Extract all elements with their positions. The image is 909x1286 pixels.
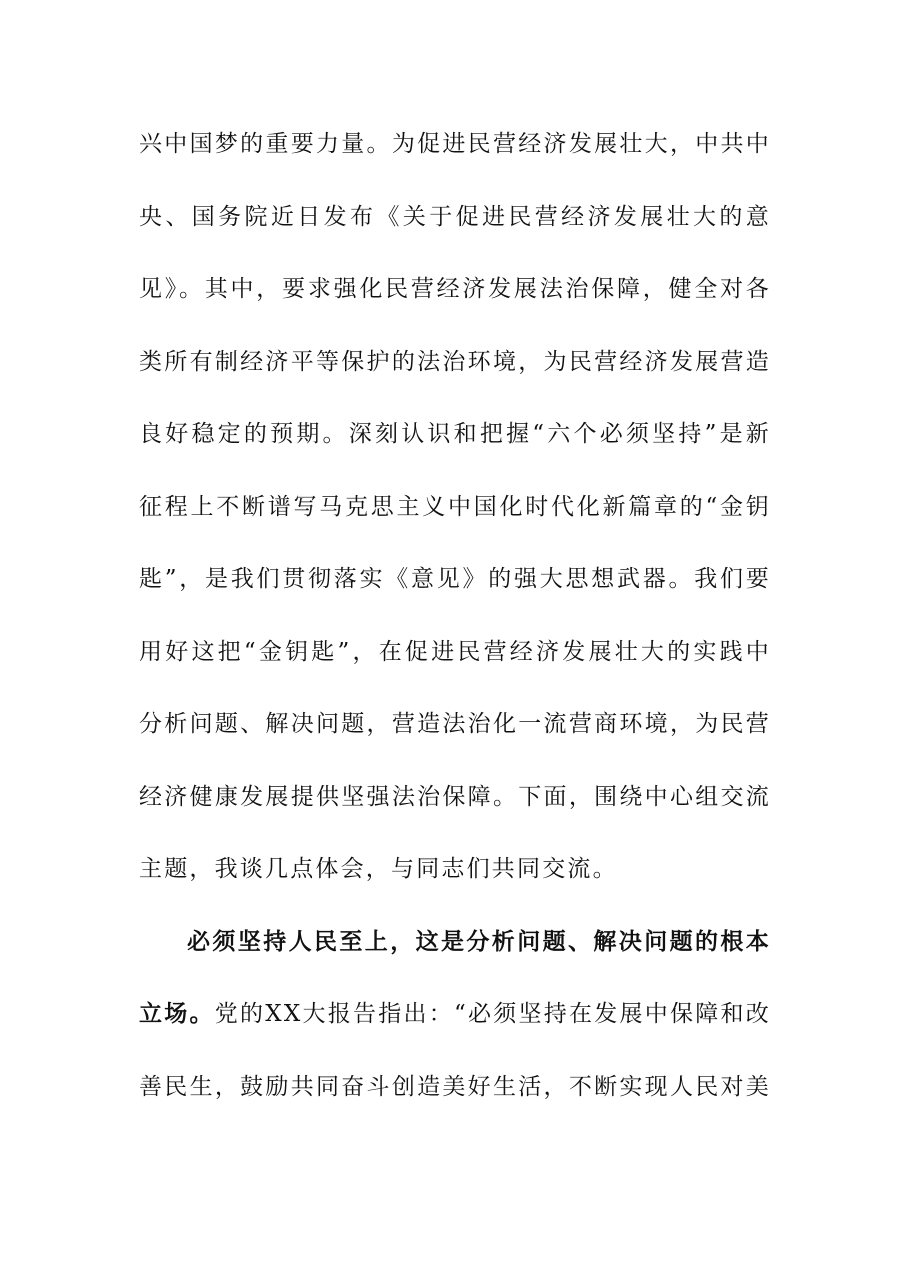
section-heading-line: 必须坚持人民至上，这是分析问题、解决问题的根本 (187, 928, 771, 955)
body-text (139, 116, 771, 1131)
text-line: 良好稳定的预期。深刻认识和把握“六个必须坚持”是新 (139, 421, 771, 447)
text-line: 用好这把“金钥匙”，在促进民营经济发展壮大的实践中 (139, 638, 771, 665)
text-run: 党的XX大报告指出：“必须坚持在发展中保障和改 (214, 1001, 771, 1027)
text-line (139, 986, 771, 1059)
text-line: 央、国务院近日发布《关于促进民营经济发展壮大的意 (139, 203, 771, 230)
text-line: 征程上不断谱写马克思主义中国化时代化新篇章的“金钥 (139, 493, 771, 520)
text-line: 类所有制经济平等保护的法治环境，为民营经济发展营造 (139, 348, 771, 375)
text-line: 兴中国梦的重要力量。为促进民营经济发展壮大，中共中 (139, 131, 771, 157)
text-line: 善民生，鼓励共同奋斗创造美好生活，不断实现人民对美 (139, 1073, 771, 1100)
text-line: 经济健康发展提供坚强法治保障。下面，围绕中心组交流 (139, 783, 771, 810)
text-line: 分析问题、解决问题，营造法治化一流营商环境，为民营 (139, 711, 771, 737)
text-line: 见》。其中，要求强化民营经济发展法治保障，健全对各 (139, 276, 771, 302)
text-line: 匙”，是我们贯彻落实《意见》的强大思想武器。我们要 (139, 566, 771, 592)
section-heading-end: 立场。 (139, 1001, 215, 1027)
text-line: 主题，我谈几点体会，与同志们共同交流。 (139, 856, 618, 882)
